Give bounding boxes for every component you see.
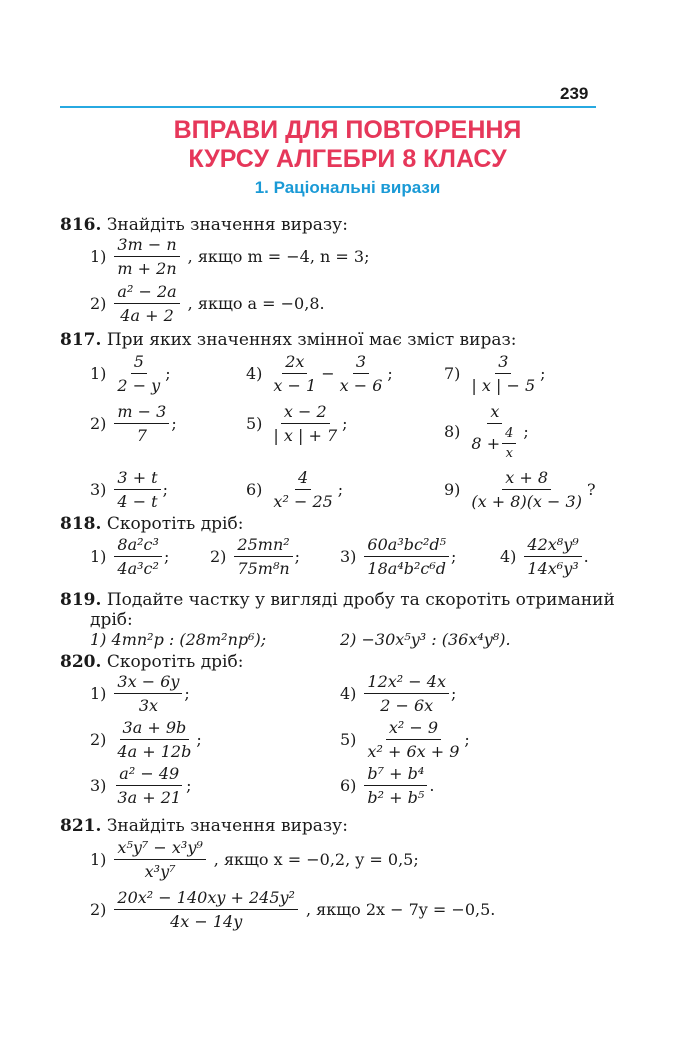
ex820-item6: 6) $\frac{\text{b⁷ + b⁴}}{\text{b² + b⁵}}$ . [340, 764, 435, 807]
ex819-text-cont: дріб: [90, 610, 133, 630]
ex817-item8: 8) x 8 + $\frac{4}{x}$ ; [444, 402, 529, 461]
header-rule [60, 106, 596, 108]
ex818-item2: 2) $\frac{\text{25mn²}}{\text{75m⁸n}}$ ; [210, 535, 301, 578]
ex818-item3: 3) $\frac{\text{60a³bc²d⁵}}{\text{18a⁴b²c⁶d}}$ ; [340, 535, 457, 578]
exercise-820: 820. Скоротіть дріб: [60, 652, 244, 672]
ex821-item1: 1) $\frac{\text{x⁵y⁷ − x³y⁹}}{\text{x³y⁷}}$ , якщо x = −0,2, y = 0,5; [90, 838, 419, 881]
exercise-817: 817. При яких значеннях змінної має зміст вираз: [60, 330, 517, 350]
ex819-item2: 2) −30x⁵y³ : (36x⁴y⁸). [340, 630, 511, 649]
ex817-item6: 6) $\frac{4}{\text{x² − 25}}$ ; [246, 468, 344, 511]
ex821-item2: 2) $\frac{\text{20x² − 140xy + 245y²}}{4x - 14y}$ , якщо 2x − 7y = −0,5. [90, 888, 496, 931]
ex817-item2: 2) $\frac{m - 3}{7}$ ; [90, 402, 177, 445]
exercise-816: 816. Знайдіть значення виразу: [60, 215, 348, 235]
ex818-item1: 1) $\frac{\text{8a²c³}}{\text{4a³c²}}$ ; [90, 535, 170, 578]
ex817-item3: 3) $\frac{3 + t}{4 - t}$ ; [90, 468, 168, 511]
exercise-821: 821. Знайдіть значення виразу: [60, 816, 348, 836]
ex817-item9: 9) $\frac{x + 8}{(x + 8)(x - 3)}$ ? [444, 468, 596, 511]
ex818-item4: 4) $\frac{\text{42x⁸y⁹}}{\text{14x⁶y³}}$ . [500, 535, 589, 578]
ex820-item5: 5) $\frac{\text{x² − 9}}{\text{x² + 6x + 9}}$ ; [340, 718, 470, 761]
ex820-item4: 4) $\frac{\text{12x² − 4x}}{2 - 6x}$ ; [340, 672, 457, 715]
chapter-title-line1: ВПРАВИ ДЛЯ ПОВТОРЕННЯ [173, 116, 522, 144]
ex817-item1: 1) $\frac{5}{2 - y}$ ; [90, 352, 171, 395]
section-title: 1. Раціональні вирази [254, 178, 441, 197]
ex817-item5: 5) $\frac{x - 2}{| x | + 7}$ ; [246, 402, 348, 445]
ex820-item3: 3) $\frac{\text{a² − 49}}{3a + 21}$ ; [90, 764, 192, 807]
ex816-item2: 2) $\frac{\text{a² − 2a}}{4a + 2}$ , якщо a = −0,8. [90, 282, 325, 325]
chapter-title-line2: КУРСУ АЛГЕБРИ 8 КЛАСУ [188, 145, 507, 173]
exercise-818: 818. Скоротіть дріб: [60, 514, 244, 534]
ex819-item1: 1) 4mn²p : (28m²np⁶); [90, 630, 267, 649]
ex820-item2: 2) $\frac{3a + 9b}{4a + 12b}$ ; [90, 718, 202, 761]
page-number: 239 [560, 84, 589, 103]
exercise-819: 819. Подайте частку у вигляді дробу та скоротіть отриманий [60, 590, 615, 610]
ex816-item1: 1) $\frac{3m - n}{m + 2n}$ , якщо m = −4, n = 3; [90, 235, 370, 278]
ex817-item4: 4) $\frac{2x}{x - 1}$ − $\frac{3}{x - 6}$ ; [246, 352, 393, 395]
ex817-item7: 7) $\frac{3}{| x | - 5}$ ; [444, 352, 546, 395]
ex820-item1: 1) $\frac{3x - 6y}{3x}$ ; [90, 672, 190, 715]
